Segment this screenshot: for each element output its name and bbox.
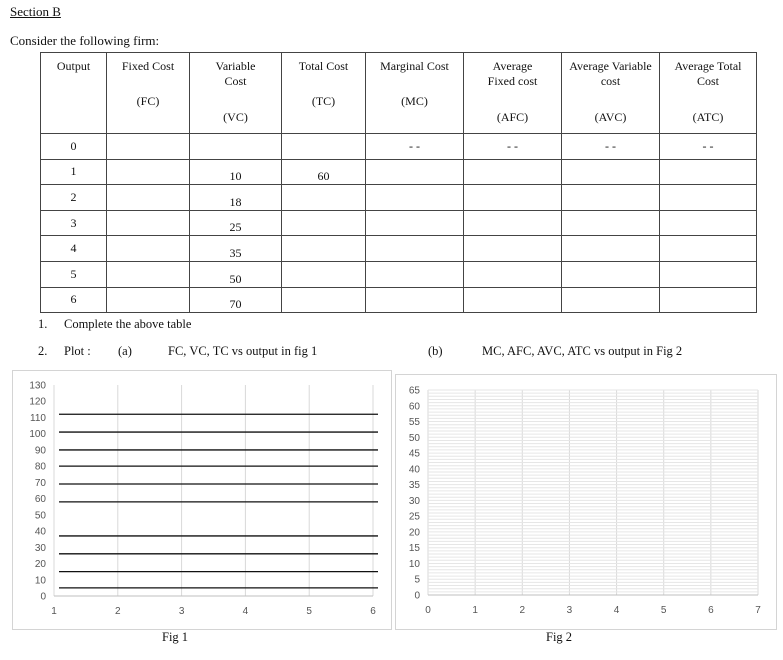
cell-average-fixed-cost[interactable] bbox=[464, 287, 562, 313]
cell-variable-cost[interactable]: 10 bbox=[190, 159, 282, 185]
question-2a-text: FC, VC, TC vs output in fig 1 bbox=[168, 344, 318, 358]
table-row bbox=[41, 185, 757, 211]
cell-total-cost[interactable]: 60 bbox=[282, 159, 366, 185]
cell-average-fixed-cost[interactable] bbox=[464, 159, 562, 185]
y-tick-label: 0 bbox=[414, 590, 420, 602]
header-average-fixed-cost bbox=[464, 53, 562, 134]
y-tick-label: 60 bbox=[34, 494, 46, 506]
x-tick-label: 1 bbox=[51, 606, 57, 617]
header-label: Average Variable cost bbox=[569, 59, 652, 88]
y-tick-label: 10 bbox=[408, 558, 420, 570]
table-row bbox=[41, 159, 757, 185]
cell-total-cost[interactable] bbox=[282, 261, 366, 287]
fig2-caption: Fig 2 bbox=[546, 630, 573, 644]
cell-average-fixed-cost[interactable] bbox=[464, 210, 562, 236]
cell-total-cost[interactable] bbox=[282, 134, 366, 160]
cell-variable-cost[interactable] bbox=[190, 134, 282, 160]
y-tick-label: 40 bbox=[408, 464, 420, 476]
y-tick-label: 45 bbox=[408, 448, 420, 460]
question-2a-label: (a) bbox=[118, 344, 132, 358]
y-tick-label: 55 bbox=[408, 417, 420, 429]
cell-average-total-cost[interactable] bbox=[660, 236, 757, 262]
cell-average-fixed-cost[interactable] bbox=[464, 185, 562, 211]
x-tick-label: 5 bbox=[306, 606, 312, 617]
cell-output[interactable]: 3 bbox=[41, 210, 107, 236]
x-tick-label: 4 bbox=[613, 605, 620, 616]
y-tick-label: 25 bbox=[408, 511, 420, 523]
y-tick-label: 30 bbox=[408, 495, 420, 507]
table-row bbox=[41, 236, 757, 262]
header-average-variable-cost bbox=[562, 53, 660, 134]
cell-fixed-cost[interactable] bbox=[107, 261, 190, 287]
cell-output[interactable]: 0 bbox=[41, 134, 107, 160]
x-tick-label: 7 bbox=[755, 605, 761, 616]
cell-total-cost[interactable] bbox=[282, 236, 366, 262]
y-tick-label: 90 bbox=[34, 445, 46, 457]
cell-average-total-cost[interactable] bbox=[660, 287, 757, 313]
x-tick-label: 6 bbox=[370, 606, 376, 617]
y-tick-label: 110 bbox=[30, 412, 46, 424]
x-tick-label: 3 bbox=[566, 605, 573, 616]
cell-variable-cost[interactable]: 35 bbox=[190, 236, 282, 262]
cell-average-fixed-cost[interactable]: - - bbox=[464, 134, 562, 160]
x-tick-label: 1 bbox=[472, 605, 478, 616]
x-tick-label: 3 bbox=[178, 606, 185, 617]
cell-variable-cost[interactable]: 25 bbox=[190, 210, 282, 236]
y-tick-label: 20 bbox=[34, 559, 46, 571]
cell-average-variable-cost[interactable] bbox=[562, 210, 660, 236]
y-tick-label: 30 bbox=[34, 542, 46, 554]
header-label: Output bbox=[56, 59, 91, 73]
header-abbr: (TC) bbox=[311, 94, 336, 108]
y-tick-label: 60 bbox=[408, 401, 420, 413]
header-variable-cost bbox=[190, 53, 282, 134]
fig1-caption: Fig 1 bbox=[162, 630, 189, 644]
intro-text: Consider the following firm: bbox=[10, 33, 160, 48]
fig2-chart-frame bbox=[395, 374, 777, 630]
cell-average-total-cost[interactable]: - - bbox=[660, 134, 757, 160]
table-row bbox=[41, 261, 757, 287]
question-2-number: 2. bbox=[38, 344, 48, 358]
table-row bbox=[41, 287, 757, 313]
header-fixed-cost bbox=[107, 53, 190, 134]
cell-marginal-cost[interactable]: - - bbox=[366, 134, 464, 160]
cell-output[interactable]: 4 bbox=[41, 236, 107, 262]
cell-total-cost[interactable] bbox=[282, 287, 366, 313]
header-label: Average Fixed cost bbox=[487, 59, 538, 88]
header-abbr: (FC) bbox=[136, 94, 160, 108]
header-average-total-cost bbox=[660, 53, 757, 134]
header-abbr: (MC) bbox=[401, 94, 428, 108]
y-tick-label: 15 bbox=[408, 543, 420, 555]
cell-fixed-cost[interactable] bbox=[107, 134, 190, 160]
header-marginal-cost bbox=[366, 53, 464, 134]
header-output bbox=[41, 53, 107, 134]
question-1-text: Complete the above table bbox=[64, 317, 192, 331]
cell-fixed-cost[interactable] bbox=[107, 185, 190, 211]
question-2b-text: MC, AFC, AVC, ATC vs output in Fig 2 bbox=[482, 344, 683, 358]
cell-output[interactable]: 6 bbox=[41, 287, 107, 313]
cell-average-variable-cost[interactable] bbox=[562, 159, 660, 185]
cell-fixed-cost[interactable] bbox=[107, 159, 190, 185]
fig1-chart bbox=[13, 371, 391, 629]
cell-average-total-cost[interactable] bbox=[660, 261, 757, 287]
cell-average-variable-cost[interactable] bbox=[562, 185, 660, 211]
y-tick-label: 65 bbox=[408, 385, 420, 397]
y-tick-label: 10 bbox=[34, 575, 46, 587]
question-2-plot-label: Plot : bbox=[64, 344, 91, 358]
table-header-row bbox=[41, 53, 757, 134]
cell-marginal-cost[interactable] bbox=[366, 236, 464, 262]
x-tick-label: 2 bbox=[519, 605, 526, 616]
header-abbr: (ATC) bbox=[692, 110, 724, 124]
x-tick-label: 4 bbox=[242, 606, 249, 617]
cell-marginal-cost[interactable] bbox=[366, 287, 464, 313]
cell-average-total-cost[interactable] bbox=[660, 210, 757, 236]
cell-average-variable-cost[interactable] bbox=[562, 261, 660, 287]
cell-variable-cost[interactable]: 70 bbox=[190, 287, 282, 313]
cell-marginal-cost[interactable] bbox=[366, 159, 464, 185]
header-label: Marginal Cost bbox=[380, 59, 449, 73]
question-1-number: 1. bbox=[38, 317, 48, 331]
x-tick-label: 0 bbox=[425, 605, 431, 616]
header-abbr: (AVC) bbox=[594, 110, 627, 124]
cell-marginal-cost[interactable] bbox=[366, 185, 464, 211]
y-tick-label: 70 bbox=[34, 477, 46, 489]
fig2-chart bbox=[396, 375, 776, 629]
header-total-cost bbox=[282, 53, 366, 134]
y-tick-label: 5 bbox=[414, 574, 420, 586]
cell-fixed-cost[interactable] bbox=[107, 287, 190, 313]
cell-output[interactable]: 1 bbox=[41, 159, 107, 185]
header-label: Variable Cost bbox=[215, 59, 256, 88]
x-tick-label: 2 bbox=[115, 606, 121, 617]
y-tick-label: 100 bbox=[29, 429, 46, 441]
cell-total-cost[interactable] bbox=[282, 185, 366, 211]
header-label: Average Total Cost bbox=[674, 59, 742, 88]
cell-variable-cost[interactable]: 50 bbox=[190, 261, 282, 287]
cell-fixed-cost[interactable] bbox=[107, 236, 190, 262]
y-tick-label: 40 bbox=[34, 526, 46, 538]
cell-variable-cost[interactable]: 18 bbox=[190, 185, 282, 211]
y-tick-label: 130 bbox=[29, 380, 46, 392]
question-2b-label: (b) bbox=[428, 344, 443, 358]
header-label: Fixed Cost bbox=[121, 59, 175, 73]
cell-output[interactable]: 2 bbox=[41, 185, 107, 211]
cell-average-fixed-cost[interactable] bbox=[464, 261, 562, 287]
header-label: Total Cost bbox=[298, 59, 349, 73]
cell-average-total-cost[interactable] bbox=[660, 185, 757, 211]
x-tick-label: 5 bbox=[660, 605, 667, 616]
cell-average-variable-cost[interactable] bbox=[562, 236, 660, 262]
header-abbr: (VC) bbox=[223, 110, 248, 124]
y-tick-label: 50 bbox=[408, 432, 420, 444]
cell-marginal-cost[interactable] bbox=[366, 210, 464, 236]
y-tick-label: 50 bbox=[34, 510, 46, 522]
cell-average-fixed-cost[interactable] bbox=[464, 236, 562, 262]
y-tick-label: 80 bbox=[34, 461, 46, 473]
y-tick-label: 35 bbox=[408, 480, 420, 492]
cell-average-variable-cost[interactable] bbox=[562, 287, 660, 313]
section-title: Section B bbox=[10, 4, 61, 19]
y-tick-label: 120 bbox=[29, 396, 46, 408]
table-row bbox=[41, 134, 757, 160]
cell-fixed-cost[interactable] bbox=[107, 210, 190, 236]
fig1-chart-frame bbox=[12, 370, 392, 630]
cell-average-total-cost[interactable] bbox=[660, 159, 757, 185]
cell-average-variable-cost[interactable]: - - bbox=[562, 134, 660, 160]
cost-table bbox=[40, 52, 757, 313]
header-abbr: (AFC) bbox=[496, 110, 529, 124]
y-tick-label: 20 bbox=[408, 527, 420, 539]
cell-output[interactable]: 5 bbox=[41, 261, 107, 287]
cell-marginal-cost[interactable] bbox=[366, 261, 464, 287]
x-tick-label: 6 bbox=[708, 605, 714, 616]
cell-total-cost[interactable] bbox=[282, 210, 366, 236]
y-tick-label: 0 bbox=[40, 591, 46, 603]
table-row bbox=[41, 210, 757, 236]
